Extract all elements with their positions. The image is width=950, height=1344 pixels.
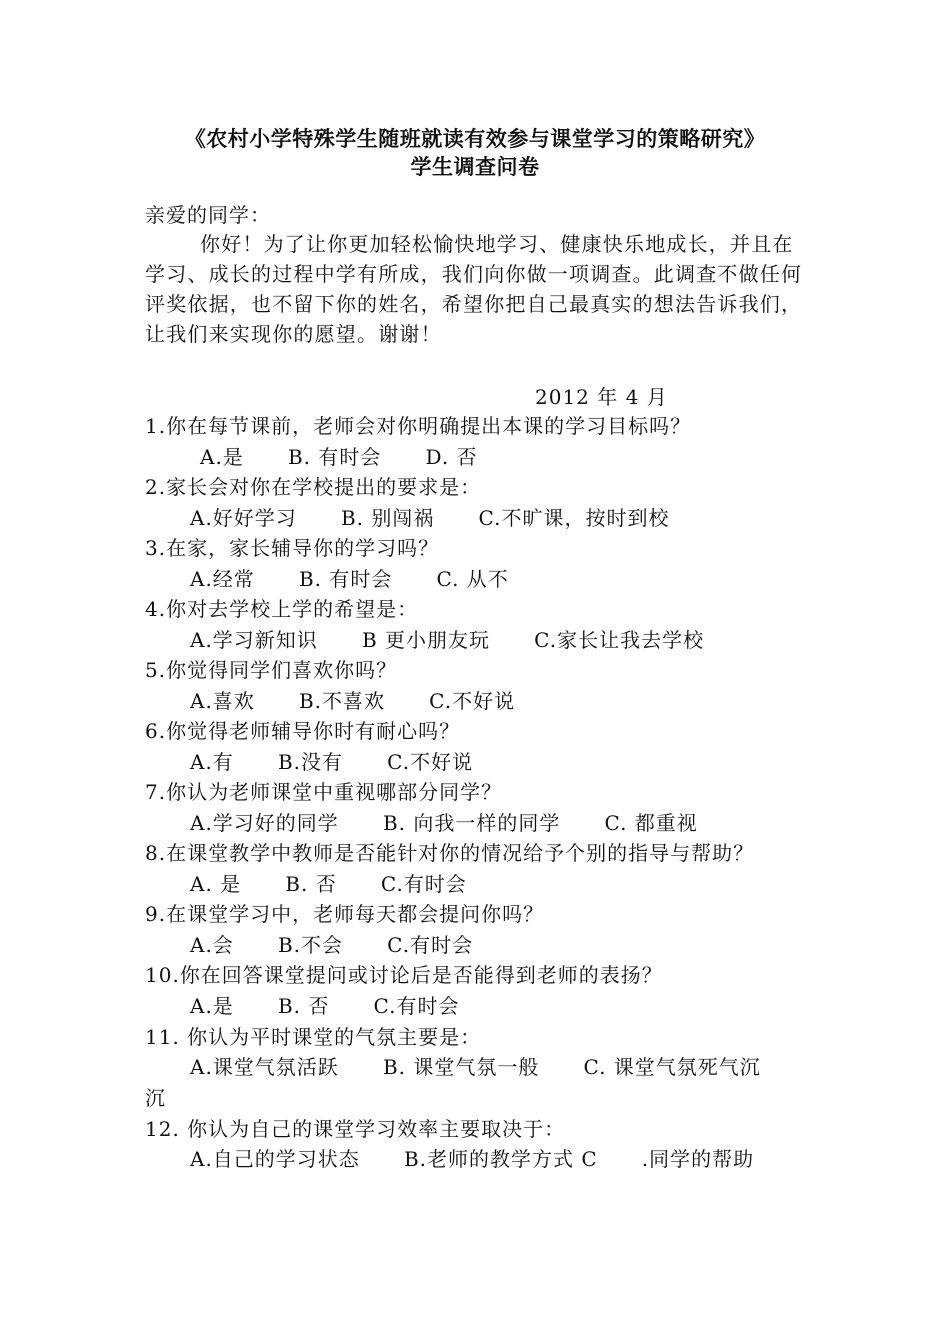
- question-8-options: A. 是 B. 否 C.有时会: [190, 872, 467, 896]
- question-5-options: A.喜欢 B.不喜欢 C.不好说: [190, 689, 516, 713]
- question-1-options: A.是 B. 有时会 D. 否: [200, 445, 478, 469]
- question-12: 12. 你认为自己的课堂学习效率主要取决于：: [145, 1117, 566, 1141]
- question-4: 4.你对去学校上学的希望是：: [145, 597, 419, 621]
- question-3-options: A.经常 B. 有时会 C. 从不: [190, 567, 509, 591]
- question-2: 2.家长会对你在学校提出的要求是：: [145, 475, 482, 499]
- question-9-options: A.会 B.不会 C.有时会: [190, 933, 474, 957]
- question-11-options-continued: 沉: [145, 1086, 166, 1110]
- question-11-options: A.课堂气氛活跃 B. 课堂气氛一般 C. 课堂气氛死气沉: [190, 1055, 761, 1079]
- question-2-options: A.好好学习 B. 别闯祸 C.不旷课，按时到校: [190, 506, 670, 530]
- survey-date: 2012 年 4 月: [535, 385, 668, 409]
- question-10-options: A.是 B. 否 C.有时会: [190, 994, 460, 1018]
- question-4-options: A.学习新知识 B 更小朋友玩 C.家长让我去学校: [190, 628, 705, 652]
- question-5: 5.你觉得同学们喜欢你吗？: [145, 658, 398, 682]
- document-subtitle: 学生调查问卷: [410, 155, 540, 179]
- intro-paragraph: [145, 229, 805, 349]
- intro-text: 你好！为了让你更加轻松愉快地学习、健康快乐地成长，并且在学习、成长的过程中学有所成，我们向你做一项调查。此调查不做任何评奖依据，也不留下你的姓名，希望你把自己最真实的想法告诉我们，让我们来实现你的愿望。谢谢！: [145, 232, 803, 346]
- document-title: 《农村小学特殊学生随班就读有效参与课堂学习的策略研究》: [184, 127, 766, 151]
- question-8: 8.在课堂教学中教师是否能针对你的情况给予个别的指导与帮助？: [145, 841, 755, 865]
- question-7: 7.你认为老师课堂中重视哪部分同学？: [145, 780, 503, 804]
- question-12-options: A.自己的学习状态 B.老师的教学方式 C .同学的帮助: [190, 1147, 755, 1171]
- question-6-options: A.有 B.没有 C.不好说: [190, 750, 474, 774]
- question-3: 3.在家，家长辅导你的学习吗？: [145, 536, 440, 560]
- question-7-options: A.学习好的同学 B. 向我一样的同学 C. 都重视: [190, 811, 698, 835]
- question-1: 1.你在每节课前，老师会对你明确提出本课的学习目标吗？: [145, 414, 692, 438]
- greeting: 亲爱的同学：: [145, 203, 271, 227]
- question-6: 6.你觉得老师辅导你时有耐心吗？: [145, 719, 461, 743]
- question-10: 10.你在回答课堂提问或讨论后是否能得到老师的表扬？: [145, 963, 663, 987]
- question-9: 9.在课堂学习中，老师每天都会提问你吗？: [145, 902, 545, 926]
- question-11: 11. 你认为平时课堂的气氛主要是：: [145, 1025, 482, 1049]
